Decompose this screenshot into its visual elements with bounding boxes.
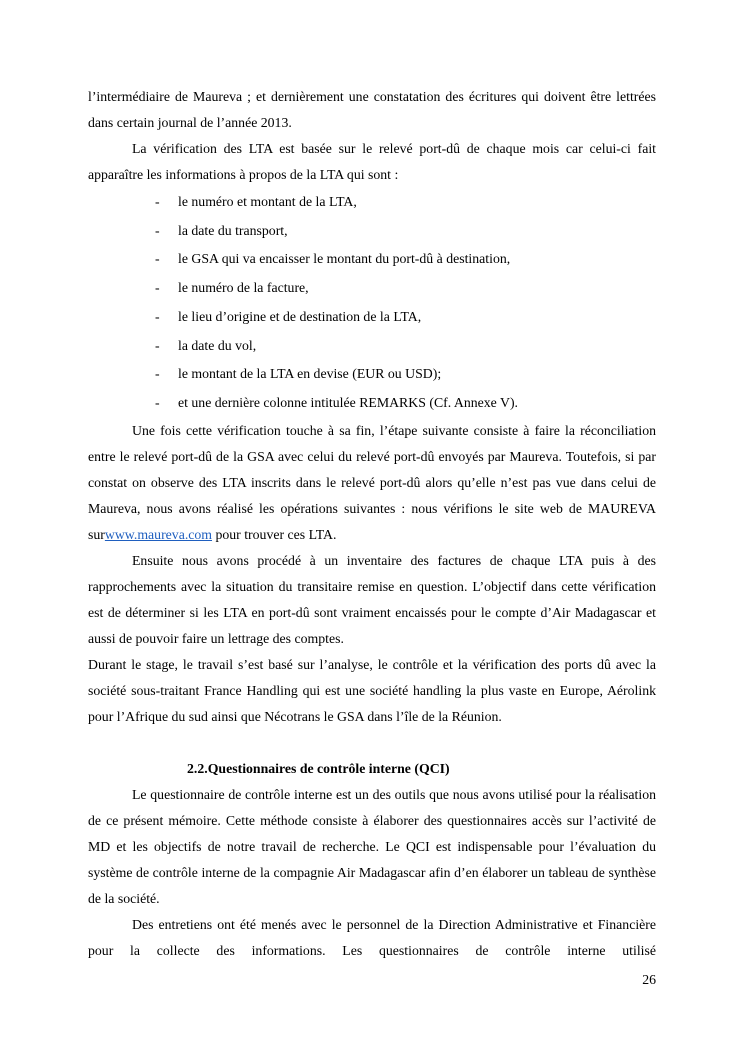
dash-bullet: -: [155, 251, 160, 267]
paragraph-reconciliation: [88, 418, 656, 548]
lta-info-list: [88, 188, 656, 418]
list-item-text: la date du transport,: [178, 222, 288, 238]
dash-bullet: -: [155, 222, 160, 238]
reconciliation-text: Une fois cette vérification touche à sa fin, l’étape suivante consiste à faire la réconciliation entre le relevé port-dû de la GSA avec celui du relevé port-dû envoyés par Maureva. Toutefois, si par constat on observe des LTA inscrits dans le relevé port-dû alors qu’elle n’est pas vue dans celui de Maureva, nous avons réalisé les opérations suivantes : nous vérifions le site web de MAUREVA sur: [88, 422, 656, 542]
paragraph-qci: Le questionnaire de contrôle interne est un des outils que nous avons utilisé pour la réalisation de ce présent mémoire. Cette méthode consiste à élaborer des questionnaires accès sur l’activité de MD et les objectifs de notre travail de recherche. Le QCI est indispensable pour l’évaluation du système de contrôle interne de la compagnie Air Madagascar afin d’en élaborer un tableau de synthèse de la société.: [88, 786, 656, 906]
list-item: [88, 245, 656, 274]
list-item-text: et une dernière colonne intitulée REMARKS (Cf. Annexe V).: [178, 394, 518, 410]
paragraph-continued: l’intermédiaire de Maureva ; et dernièrement une constatation des écritures qui doivent être lettrées dans certain journal de l’année 2013.: [88, 89, 656, 130]
paragraph-lta-intro: La vérification des LTA est basée sur le relevé port-dû de chaque mois car celui-ci fait apparaître les informations à propos de la LTA qui sont :: [88, 141, 656, 182]
list-item-text: le numéro de la facture,: [178, 280, 309, 296]
dash-bullet: -: [155, 337, 160, 353]
list-item: [88, 332, 656, 361]
list-item-text: le numéro et montant de la LTA,: [178, 194, 357, 209]
list-item: [88, 303, 656, 332]
document-page: [88, 84, 656, 964]
paragraph-interviews: Des entretiens ont été menés avec le personnel de la Direction Administrative et Financière pour la collecte des informations. Les questionnaires de contrôle interne utilisé: [88, 916, 656, 958]
paragraph-internship: Durant le stage, le travail s’est basé sur l’analyse, le contrôle et la vérification des ports dû avec la société sous-traitant France Handling qui est une société handling la plus vaste en Europe, Aérolink pour l’Afrique du sud ainsi que Nécotrans le GSA dans l’île de la Réunion.: [88, 656, 656, 724]
paragraph-inventory: Ensuite nous avons procédé à un inventaire des factures de chaque LTA puis à des rapprochements avec la situation du transitaire remise en question. L’objectif dans cette vérification est de déterminer si les LTA en port-dû sont vraiment encaissés pour le compte d’Air Madagascar et aussi de pouvoir faire un lettrage des comptes.: [88, 552, 656, 646]
dash-bullet: -: [155, 366, 160, 382]
dash-bullet: -: [155, 394, 160, 410]
dash-bullet: -: [155, 280, 160, 296]
list-item-text: le lieu d’origine et de destination de la LTA,: [178, 308, 422, 324]
dash-bullet: -: [155, 308, 160, 324]
list-item-text: le GSA qui va encaisser le montant du port-dû à destination,: [178, 251, 511, 267]
list-item-text: la date du vol,: [178, 337, 257, 353]
list-item: [88, 188, 656, 217]
list-item: [88, 360, 656, 389]
maureva-website-link[interactable]: www.maureva.com: [104, 526, 213, 542]
dash-bullet: -: [155, 194, 160, 209]
list-item-text: le montant de la LTA en devise (EUR ou USD);: [178, 366, 442, 382]
page-number: 26: [642, 972, 656, 987]
list-item: [88, 217, 656, 246]
list-item: [88, 274, 656, 303]
blank-line: [88, 730, 656, 756]
reconciliation-text-end: pour trouver ces LTA.: [212, 526, 337, 542]
list-item: [88, 389, 656, 418]
section-heading: 2.2.Questionnaires de contrôle interne (QCI): [187, 760, 450, 776]
